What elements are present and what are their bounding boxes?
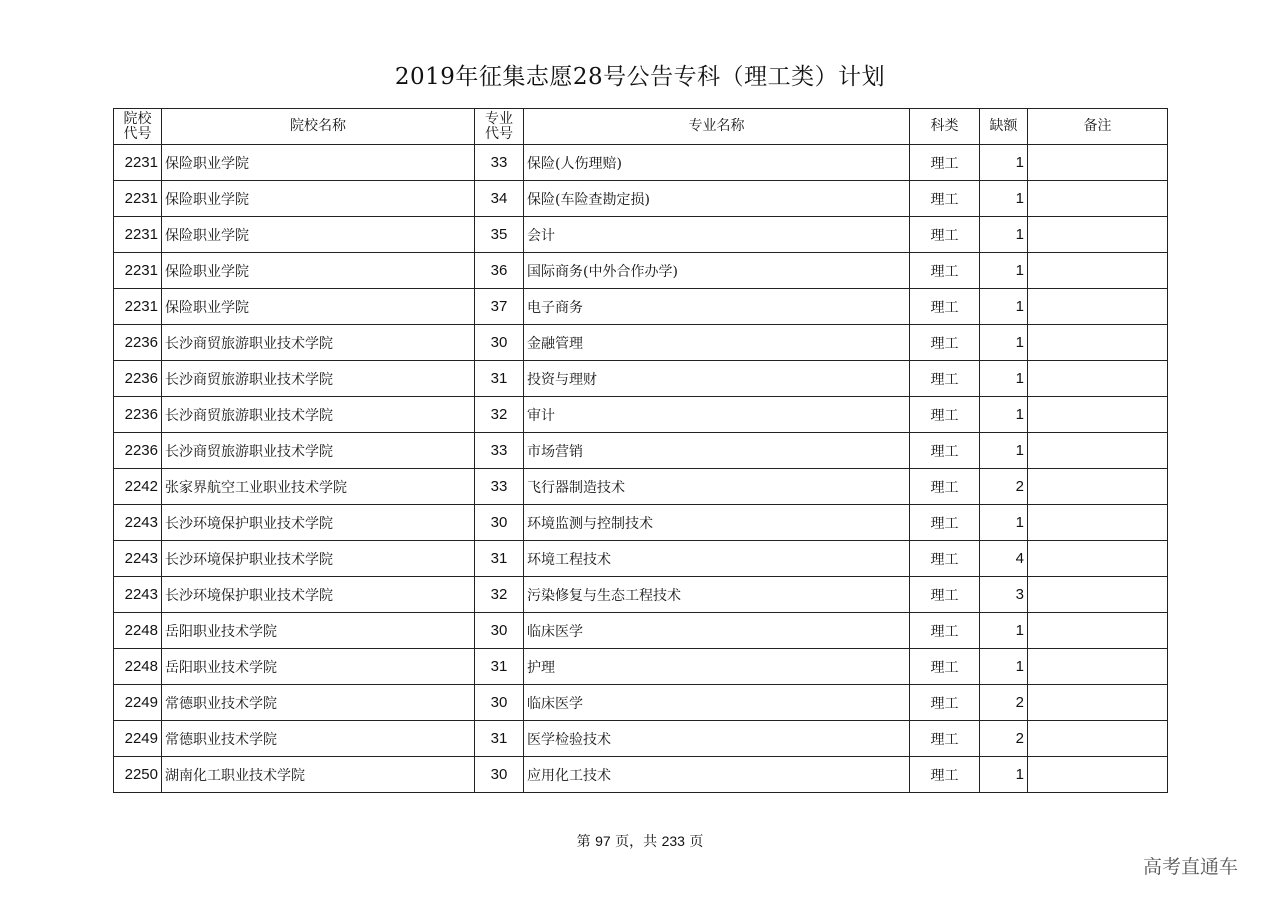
header-category: 科类	[910, 109, 980, 145]
cell-quota: 1	[980, 649, 1028, 685]
cell-remark	[1028, 325, 1168, 361]
cell-major-code: 36	[475, 253, 524, 289]
cell-quota: 1	[980, 757, 1028, 793]
cell-remark	[1028, 721, 1168, 757]
table-row	[114, 649, 1168, 685]
cell-category: 理工	[910, 577, 980, 613]
cell-remark	[1028, 757, 1168, 793]
cell-category: 理工	[910, 325, 980, 361]
cell-major-name: 护理	[524, 649, 910, 685]
cell-major-code: 30	[475, 685, 524, 721]
cell-major-code: 34	[475, 181, 524, 217]
table-row	[114, 433, 1168, 469]
cell-school-name: 保险职业学院	[162, 181, 475, 217]
table-row	[114, 397, 1168, 433]
cell-school-name: 保险职业学院	[162, 145, 475, 181]
table-row	[114, 721, 1168, 757]
cell-remark	[1028, 361, 1168, 397]
cell-quota: 1	[980, 361, 1028, 397]
cell-major-name: 应用化工技术	[524, 757, 910, 793]
cell-school-code: 2250	[114, 757, 162, 793]
cell-remark	[1028, 181, 1168, 217]
cell-category: 理工	[910, 361, 980, 397]
cell-school-code: 2242	[114, 469, 162, 505]
cell-major-name: 临床医学	[524, 613, 910, 649]
cell-remark	[1028, 577, 1168, 613]
cell-category: 理工	[910, 757, 980, 793]
cell-major-name: 金融管理	[524, 325, 910, 361]
cell-major-name: 保险(车险查勘定损)	[524, 181, 910, 217]
cell-quota: 2	[980, 721, 1028, 757]
cell-category: 理工	[910, 505, 980, 541]
cell-remark	[1028, 649, 1168, 685]
cell-major-code: 32	[475, 397, 524, 433]
cell-quota: 2	[980, 469, 1028, 505]
cell-school-code: 2243	[114, 505, 162, 541]
cell-major-code: 30	[475, 757, 524, 793]
cell-remark	[1028, 433, 1168, 469]
cell-major-code: 35	[475, 217, 524, 253]
cell-major-name: 市场营销	[524, 433, 910, 469]
cell-school-code: 2236	[114, 361, 162, 397]
cell-quota: 1	[980, 325, 1028, 361]
cell-school-name: 岳阳职业技术学院	[162, 649, 475, 685]
footer-page-number: 97	[595, 833, 611, 849]
footer-prefix: 第	[576, 834, 591, 850]
cell-quota: 1	[980, 289, 1028, 325]
cell-school-code: 2243	[114, 541, 162, 577]
cell-major-name: 临床医学	[524, 685, 910, 721]
cell-category: 理工	[910, 721, 980, 757]
cell-school-code: 2243	[114, 577, 162, 613]
cell-school-name: 长沙商贸旅游职业技术学院	[162, 325, 475, 361]
cell-school-code: 2231	[114, 181, 162, 217]
cell-remark	[1028, 289, 1168, 325]
cell-quota: 1	[980, 217, 1028, 253]
cell-category: 理工	[910, 145, 980, 181]
table-row	[114, 325, 1168, 361]
cell-school-code: 2236	[114, 325, 162, 361]
cell-remark	[1028, 469, 1168, 505]
footer-middle: 页，共	[615, 834, 658, 850]
cell-school-name: 岳阳职业技术学院	[162, 613, 475, 649]
header-school-name: 院校名称	[162, 109, 475, 145]
cell-major-code: 30	[475, 325, 524, 361]
cell-school-name: 保险职业学院	[162, 253, 475, 289]
cell-major-name: 医学检验技术	[524, 721, 910, 757]
cell-category: 理工	[910, 541, 980, 577]
cell-school-name: 长沙商贸旅游职业技术学院	[162, 397, 475, 433]
cell-school-code: 2248	[114, 613, 162, 649]
cell-remark	[1028, 613, 1168, 649]
cell-category: 理工	[910, 469, 980, 505]
cell-major-code: 33	[475, 433, 524, 469]
header-remark: 备注	[1028, 109, 1168, 145]
cell-category: 理工	[910, 433, 980, 469]
table-row	[114, 577, 1168, 613]
cell-major-name: 污染修复与生态工程技术	[524, 577, 910, 613]
table-row	[114, 289, 1168, 325]
cell-category: 理工	[910, 181, 980, 217]
cell-quota: 1	[980, 505, 1028, 541]
header-quota: 缺额	[980, 109, 1028, 145]
table-row	[114, 217, 1168, 253]
cell-school-code: 2236	[114, 433, 162, 469]
cell-school-name: 保险职业学院	[162, 217, 475, 253]
table-row	[114, 685, 1168, 721]
cell-major-code: 30	[475, 505, 524, 541]
page-title: 2019年征集志愿28号公告专科（理工类）计划	[394, 64, 886, 90]
cell-remark	[1028, 685, 1168, 721]
cell-quota: 1	[980, 613, 1028, 649]
cell-school-code: 2231	[114, 145, 162, 181]
cell-school-code: 2248	[114, 649, 162, 685]
footer-suffix: 页	[689, 834, 704, 850]
cell-school-name: 长沙商贸旅游职业技术学院	[162, 361, 475, 397]
header-school-code: 院校 代号	[114, 109, 162, 145]
cell-category: 理工	[910, 613, 980, 649]
cell-school-name: 保险职业学院	[162, 289, 475, 325]
footer-total-pages: 233	[661, 833, 685, 849]
cell-school-name: 常德职业技术学院	[162, 721, 475, 757]
table-body	[114, 145, 1168, 793]
cell-school-code: 2249	[114, 721, 162, 757]
watermark-text: 高考直通车	[1143, 856, 1239, 878]
cell-major-name: 电子商务	[524, 289, 910, 325]
cell-category: 理工	[910, 289, 980, 325]
cell-school-name: 长沙环境保护职业技术学院	[162, 505, 475, 541]
cell-category: 理工	[910, 217, 980, 253]
cell-major-code: 31	[475, 649, 524, 685]
cell-major-name: 环境监测与控制技术	[524, 505, 910, 541]
cell-school-code: 2249	[114, 685, 162, 721]
cell-quota: 1	[980, 253, 1028, 289]
cell-quota: 3	[980, 577, 1028, 613]
page-footer	[0, 831, 1280, 851]
cell-school-name: 长沙商贸旅游职业技术学院	[162, 433, 475, 469]
cell-school-name: 长沙环境保护职业技术学院	[162, 577, 475, 613]
cell-major-code: 33	[475, 145, 524, 181]
cell-category: 理工	[910, 649, 980, 685]
cell-school-name: 常德职业技术学院	[162, 685, 475, 721]
cell-quota: 1	[980, 433, 1028, 469]
cell-quota: 1	[980, 181, 1028, 217]
cell-school-code: 2231	[114, 217, 162, 253]
cell-major-code: 30	[475, 613, 524, 649]
cell-quota: 1	[980, 145, 1028, 181]
cell-school-code: 2236	[114, 397, 162, 433]
cell-school-name: 长沙环境保护职业技术学院	[162, 541, 475, 577]
table-row	[114, 253, 1168, 289]
table-header-row	[114, 109, 1168, 145]
cell-school-name: 张家界航空工业职业技术学院	[162, 469, 475, 505]
cell-school-code: 2231	[114, 253, 162, 289]
table-row	[114, 181, 1168, 217]
cell-major-name: 审计	[524, 397, 910, 433]
cell-remark	[1028, 253, 1168, 289]
cell-major-name: 保险(人伤理赔)	[524, 145, 910, 181]
cell-quota: 4	[980, 541, 1028, 577]
cell-school-code: 2231	[114, 289, 162, 325]
cell-major-name: 会计	[524, 217, 910, 253]
header-major-name: 专业名称	[524, 109, 910, 145]
cell-remark	[1028, 397, 1168, 433]
cell-remark	[1028, 505, 1168, 541]
cell-major-code: 31	[475, 721, 524, 757]
cell-category: 理工	[910, 397, 980, 433]
table-row	[114, 145, 1168, 181]
cell-major-code: 32	[475, 577, 524, 613]
cell-major-code: 31	[475, 361, 524, 397]
table-row	[114, 541, 1168, 577]
cell-major-code: 37	[475, 289, 524, 325]
table-row	[114, 469, 1168, 505]
table-row	[114, 505, 1168, 541]
cell-major-code: 31	[475, 541, 524, 577]
cell-category: 理工	[910, 253, 980, 289]
cell-category: 理工	[910, 685, 980, 721]
cell-remark	[1028, 541, 1168, 577]
table-row	[114, 757, 1168, 793]
cell-major-name: 飞行器制造技术	[524, 469, 910, 505]
plan-table	[113, 108, 1168, 793]
table-row	[114, 613, 1168, 649]
cell-major-name: 投资与理财	[524, 361, 910, 397]
header-major-code: 专业 代号	[475, 109, 524, 145]
cell-quota: 2	[980, 685, 1028, 721]
cell-major-name: 环境工程技术	[524, 541, 910, 577]
cell-major-code: 33	[475, 469, 524, 505]
cell-quota: 1	[980, 397, 1028, 433]
cell-major-name: 国际商务(中外合作办学)	[524, 253, 910, 289]
table-row	[114, 361, 1168, 397]
cell-remark	[1028, 145, 1168, 181]
cell-remark	[1028, 217, 1168, 253]
cell-school-name: 湖南化工职业技术学院	[162, 757, 475, 793]
